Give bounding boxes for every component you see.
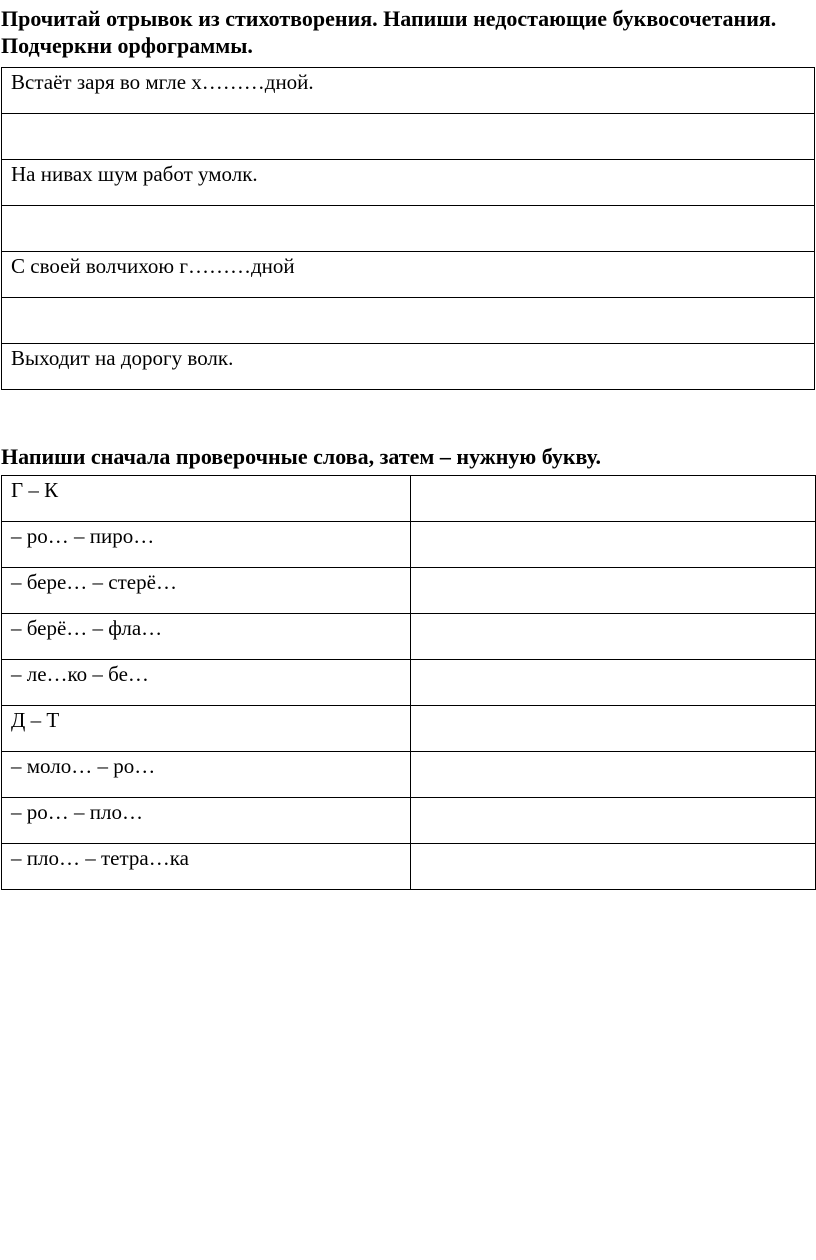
- poem-line[interactable]: С своей волчихою г………дной: [2, 252, 815, 298]
- poem-blank-line[interactable]: [2, 298, 815, 344]
- answer-cell[interactable]: [411, 522, 816, 568]
- task1-heading: Прочитай отрывок из стихотворения. Напиши недостающие буквосочетания. Подчеркни орфограммы.: [1, 6, 777, 58]
- answer-cell[interactable]: [411, 706, 816, 752]
- table-row: [2, 614, 816, 660]
- check-words-cell: – берё… – фла…: [2, 614, 411, 660]
- answer-cell[interactable]: [411, 844, 816, 890]
- poem-row: [2, 298, 815, 344]
- table-row: [2, 476, 816, 522]
- check-words-cell: – ро… – пло…: [2, 798, 411, 844]
- table-row: [2, 798, 816, 844]
- answer-cell[interactable]: [411, 798, 816, 844]
- poem-table: [1, 67, 815, 390]
- check-words-cell: – моло… – ро…: [2, 752, 411, 798]
- check-words-cell: – бере… – стерё…: [2, 568, 411, 614]
- check-words-cell: – ро… – пиро…: [2, 522, 411, 568]
- poem-row: [2, 114, 815, 160]
- poem-line[interactable]: На нивах шум работ умолк.: [2, 160, 815, 206]
- table-row: [2, 844, 816, 890]
- answer-cell[interactable]: [411, 568, 816, 614]
- poem-row: [2, 252, 815, 298]
- table-row: [2, 568, 816, 614]
- answer-cell[interactable]: [411, 476, 816, 522]
- poem-line[interactable]: Выходит на дорогу волк.: [2, 344, 815, 390]
- table-row: [2, 660, 816, 706]
- check-words-table: [1, 475, 816, 890]
- poem-blank-line[interactable]: [2, 114, 815, 160]
- check-words-cell: Г – К: [2, 476, 411, 522]
- poem-row: [2, 160, 815, 206]
- poem-blank-line[interactable]: [2, 206, 815, 252]
- poem-row: [2, 206, 815, 252]
- answer-cell[interactable]: [411, 752, 816, 798]
- poem-row: [2, 344, 815, 390]
- table-row: [2, 752, 816, 798]
- check-words-cell: Д – Т: [2, 706, 411, 752]
- answer-cell[interactable]: [411, 660, 816, 706]
- table-row: [2, 706, 816, 752]
- table-row: [2, 522, 816, 568]
- check-words-cell: – пло… – тетра…ка: [2, 844, 411, 890]
- task2-heading: Напиши сначала проверочные слова, затем – нужную букву.: [1, 444, 601, 469]
- check-words-cell: – ле…ко – бе…: [2, 660, 411, 706]
- poem-line[interactable]: Встаёт заря во мгле х………дной.: [2, 68, 815, 114]
- poem-row: [2, 68, 815, 114]
- answer-cell[interactable]: [411, 614, 816, 660]
